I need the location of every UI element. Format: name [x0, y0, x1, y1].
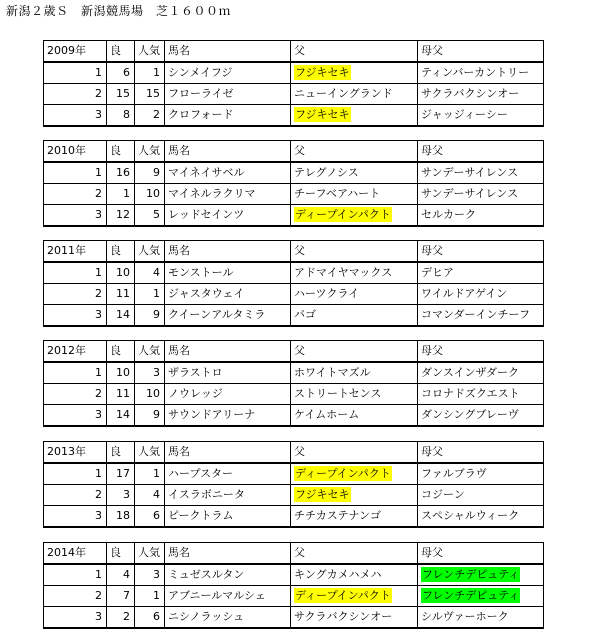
finish-position: 3: [44, 607, 107, 629]
header-sire: 父: [291, 41, 418, 63]
horse-name: ザラストロ: [165, 362, 291, 384]
broodmare-sire-name-highlight: フレンチデピュティ: [422, 568, 520, 581]
table-row: [44, 162, 544, 184]
header-sire: 父: [291, 141, 418, 163]
post-number: 10: [107, 262, 135, 284]
table-row: [44, 463, 544, 485]
sire-name: ニューイングランド: [291, 84, 418, 105]
broodmare-sire-name: セルカーク: [418, 205, 544, 227]
popularity: 1: [135, 463, 165, 485]
header-track: 良: [107, 442, 135, 464]
header-track: 良: [107, 41, 135, 63]
popularity: 6: [135, 607, 165, 629]
header-horse: 馬名: [165, 41, 291, 63]
year-label: 2009年: [44, 41, 107, 63]
post-number: 16: [107, 162, 135, 184]
post-number: 18: [107, 506, 135, 528]
year-table: [43, 340, 544, 427]
table-row: [44, 205, 544, 227]
post-number: 8: [107, 105, 135, 127]
finish-position: 3: [44, 305, 107, 327]
table-row: [44, 485, 544, 506]
broodmare-sire-name-highlight: フレンチデピュティ: [422, 589, 520, 602]
broodmare-sire-name: [418, 564, 544, 586]
header-broodmare-sire: 母父: [418, 442, 544, 464]
horse-name: レッドセインツ: [165, 205, 291, 227]
horse-name: ノウレッジ: [165, 384, 291, 405]
post-number: 7: [107, 586, 135, 607]
popularity: 3: [135, 362, 165, 384]
sire-name-highlight: フジキセキ: [295, 66, 350, 79]
header-sire: 父: [291, 442, 418, 464]
broodmare-sire-name: ジャッジィーシー: [418, 105, 544, 127]
sire-name: [291, 105, 418, 127]
finish-position: 1: [44, 463, 107, 485]
table-header-row: [44, 41, 544, 63]
sire-name: [291, 62, 418, 84]
finish-position: 2: [44, 586, 107, 607]
year-table: [43, 40, 544, 127]
broodmare-sire-name: スペシャルウィーク: [418, 506, 544, 528]
header-sire: 父: [291, 241, 418, 263]
sire-name: サクラバクシンオー: [291, 607, 418, 629]
table-row: [44, 62, 544, 84]
table-header-row: [44, 241, 544, 263]
table-header-row: [44, 341, 544, 363]
sire-name-highlight: フジキセキ: [295, 488, 350, 501]
sire-name: [291, 485, 418, 506]
post-number: 17: [107, 463, 135, 485]
finish-position: 1: [44, 62, 107, 84]
finish-position: 1: [44, 362, 107, 384]
finish-position: 3: [44, 205, 107, 227]
broodmare-sire-name: ダンスインザダーク: [418, 362, 544, 384]
header-track: 良: [107, 241, 135, 263]
post-number: 12: [107, 205, 135, 227]
finish-position: 2: [44, 84, 107, 105]
popularity: 9: [135, 162, 165, 184]
header-broodmare-sire: 母父: [418, 543, 544, 565]
finish-position: 1: [44, 262, 107, 284]
year-label: 2012年: [44, 341, 107, 363]
post-number: 10: [107, 362, 135, 384]
broodmare-sire-name: ティンバーカントリー: [418, 62, 544, 84]
sire-name-highlight: ディープインパクト: [295, 208, 391, 221]
header-popularity: 人気: [135, 442, 165, 464]
broodmare-sire-name: デヒア: [418, 262, 544, 284]
sire-name-highlight: フジキセキ: [295, 108, 350, 121]
broodmare-sire-name: ファルブラヴ: [418, 463, 544, 485]
header-broodmare-sire: 母父: [418, 341, 544, 363]
broodmare-sire-name: コロナドズクエスト: [418, 384, 544, 405]
post-number: 14: [107, 305, 135, 327]
year-label: 2014年: [44, 543, 107, 565]
header-popularity: 人気: [135, 543, 165, 565]
popularity: 4: [135, 262, 165, 284]
sire-name: [291, 205, 418, 227]
header-horse: 馬名: [165, 141, 291, 163]
table-row: [44, 607, 544, 629]
popularity: 15: [135, 84, 165, 105]
header-sire: 父: [291, 341, 418, 363]
finish-position: 1: [44, 162, 107, 184]
header-track: 良: [107, 543, 135, 565]
post-number: 2: [107, 607, 135, 629]
page-title: 新潟２歳Ｓ 新潟競馬場 芝１６００ｍ: [6, 4, 232, 18]
header-track: 良: [107, 141, 135, 163]
header-broodmare-sire: 母父: [418, 141, 544, 163]
header-horse: 馬名: [165, 341, 291, 363]
table-row: [44, 384, 544, 405]
horse-name: マイネイサベル: [165, 162, 291, 184]
popularity: 1: [135, 62, 165, 84]
finish-position: 1: [44, 564, 107, 586]
horse-name: イスラボニータ: [165, 485, 291, 506]
broodmare-sire-name: コマンダーインチーフ: [418, 305, 544, 327]
table-header-row: [44, 141, 544, 163]
sire-name-highlight: ディープインパクト: [295, 467, 391, 480]
broodmare-sire-name: サンデーサイレンス: [418, 184, 544, 205]
horse-name: ジャスタウェイ: [165, 284, 291, 305]
header-broodmare-sire: 母父: [418, 241, 544, 263]
table-row: [44, 586, 544, 607]
year-table: [43, 240, 544, 327]
popularity: 9: [135, 405, 165, 427]
sire-name: バゴ: [291, 305, 418, 327]
broodmare-sire-name: サンデーサイレンス: [418, 162, 544, 184]
post-number: 1: [107, 184, 135, 205]
horse-name: シンメイフジ: [165, 62, 291, 84]
post-number: 3: [107, 485, 135, 506]
post-number: 4: [107, 564, 135, 586]
sire-name: [291, 463, 418, 485]
horse-name: ピークトラム: [165, 506, 291, 528]
header-popularity: 人気: [135, 141, 165, 163]
finish-position: 3: [44, 105, 107, 127]
popularity: 2: [135, 105, 165, 127]
sire-name: ホワイトマズル: [291, 362, 418, 384]
sire-name-highlight: ディープインパクト: [295, 589, 391, 602]
year-table: [43, 140, 544, 227]
sire-name: ストリートセンス: [291, 384, 418, 405]
header-horse: 馬名: [165, 543, 291, 565]
year-table: [43, 441, 544, 528]
finish-position: 2: [44, 184, 107, 205]
post-number: 11: [107, 284, 135, 305]
table-row: [44, 564, 544, 586]
finish-position: 2: [44, 384, 107, 405]
sire-name: [291, 586, 418, 607]
broodmare-sire-name: ダンシングブレーヴ: [418, 405, 544, 427]
table-row: [44, 405, 544, 427]
broodmare-sire-name: ワイルドアゲイン: [418, 284, 544, 305]
header-popularity: 人気: [135, 241, 165, 263]
popularity: 3: [135, 564, 165, 586]
horse-name: ハープスター: [165, 463, 291, 485]
popularity: 5: [135, 205, 165, 227]
header-track: 良: [107, 341, 135, 363]
popularity: 10: [135, 384, 165, 405]
header-horse: 馬名: [165, 241, 291, 263]
broodmare-sire-name: コジーン: [418, 485, 544, 506]
popularity: 9: [135, 305, 165, 327]
horse-name: サウンドアリーナ: [165, 405, 291, 427]
horse-name: クロフォード: [165, 105, 291, 127]
popularity: 1: [135, 284, 165, 305]
table-row: [44, 506, 544, 528]
popularity: 4: [135, 485, 165, 506]
horse-name: ニシノラッシュ: [165, 607, 291, 629]
finish-position: 3: [44, 506, 107, 528]
finish-position: 2: [44, 485, 107, 506]
post-number: 11: [107, 384, 135, 405]
finish-position: 2: [44, 284, 107, 305]
popularity: 1: [135, 586, 165, 607]
sire-name: チーフベアハート: [291, 184, 418, 205]
header-popularity: 人気: [135, 341, 165, 363]
table-row: [44, 305, 544, 327]
broodmare-sire-name: サクラバクシンオー: [418, 84, 544, 105]
year-label: 2013年: [44, 442, 107, 464]
header-popularity: 人気: [135, 41, 165, 63]
finish-position: 3: [44, 405, 107, 427]
horse-name: フローライゼ: [165, 84, 291, 105]
horse-name: ミュゼスルタン: [165, 564, 291, 586]
table-row: [44, 262, 544, 284]
horse-name: クイーンアルタミラ: [165, 305, 291, 327]
post-number: 15: [107, 84, 135, 105]
post-number: 6: [107, 62, 135, 84]
sire-name: チチカステナンゴ: [291, 506, 418, 528]
popularity: 6: [135, 506, 165, 528]
sire-name: キングカメハメハ: [291, 564, 418, 586]
table-row: [44, 84, 544, 105]
table-header-row: [44, 442, 544, 464]
table-row: [44, 184, 544, 205]
popularity: 10: [135, 184, 165, 205]
sire-name: アドマイヤマックス: [291, 262, 418, 284]
table-row: [44, 105, 544, 127]
post-number: 14: [107, 405, 135, 427]
broodmare-sire-name: シルヴァーホーク: [418, 607, 544, 629]
broodmare-sire-name: [418, 586, 544, 607]
sire-name: ハーツクライ: [291, 284, 418, 305]
header-sire: 父: [291, 543, 418, 565]
year-label: 2010年: [44, 141, 107, 163]
year-label: 2011年: [44, 241, 107, 263]
header-broodmare-sire: 母父: [418, 41, 544, 63]
horse-name: アブニールマルシェ: [165, 586, 291, 607]
sire-name: ケイムホーム: [291, 405, 418, 427]
table-row: [44, 362, 544, 384]
header-horse: 馬名: [165, 442, 291, 464]
sire-name: テレグノシス: [291, 162, 418, 184]
horse-name: モンストール: [165, 262, 291, 284]
table-row: [44, 284, 544, 305]
table-header-row: [44, 543, 544, 565]
horse-name: マイネルラクリマ: [165, 184, 291, 205]
year-table: [43, 542, 544, 629]
